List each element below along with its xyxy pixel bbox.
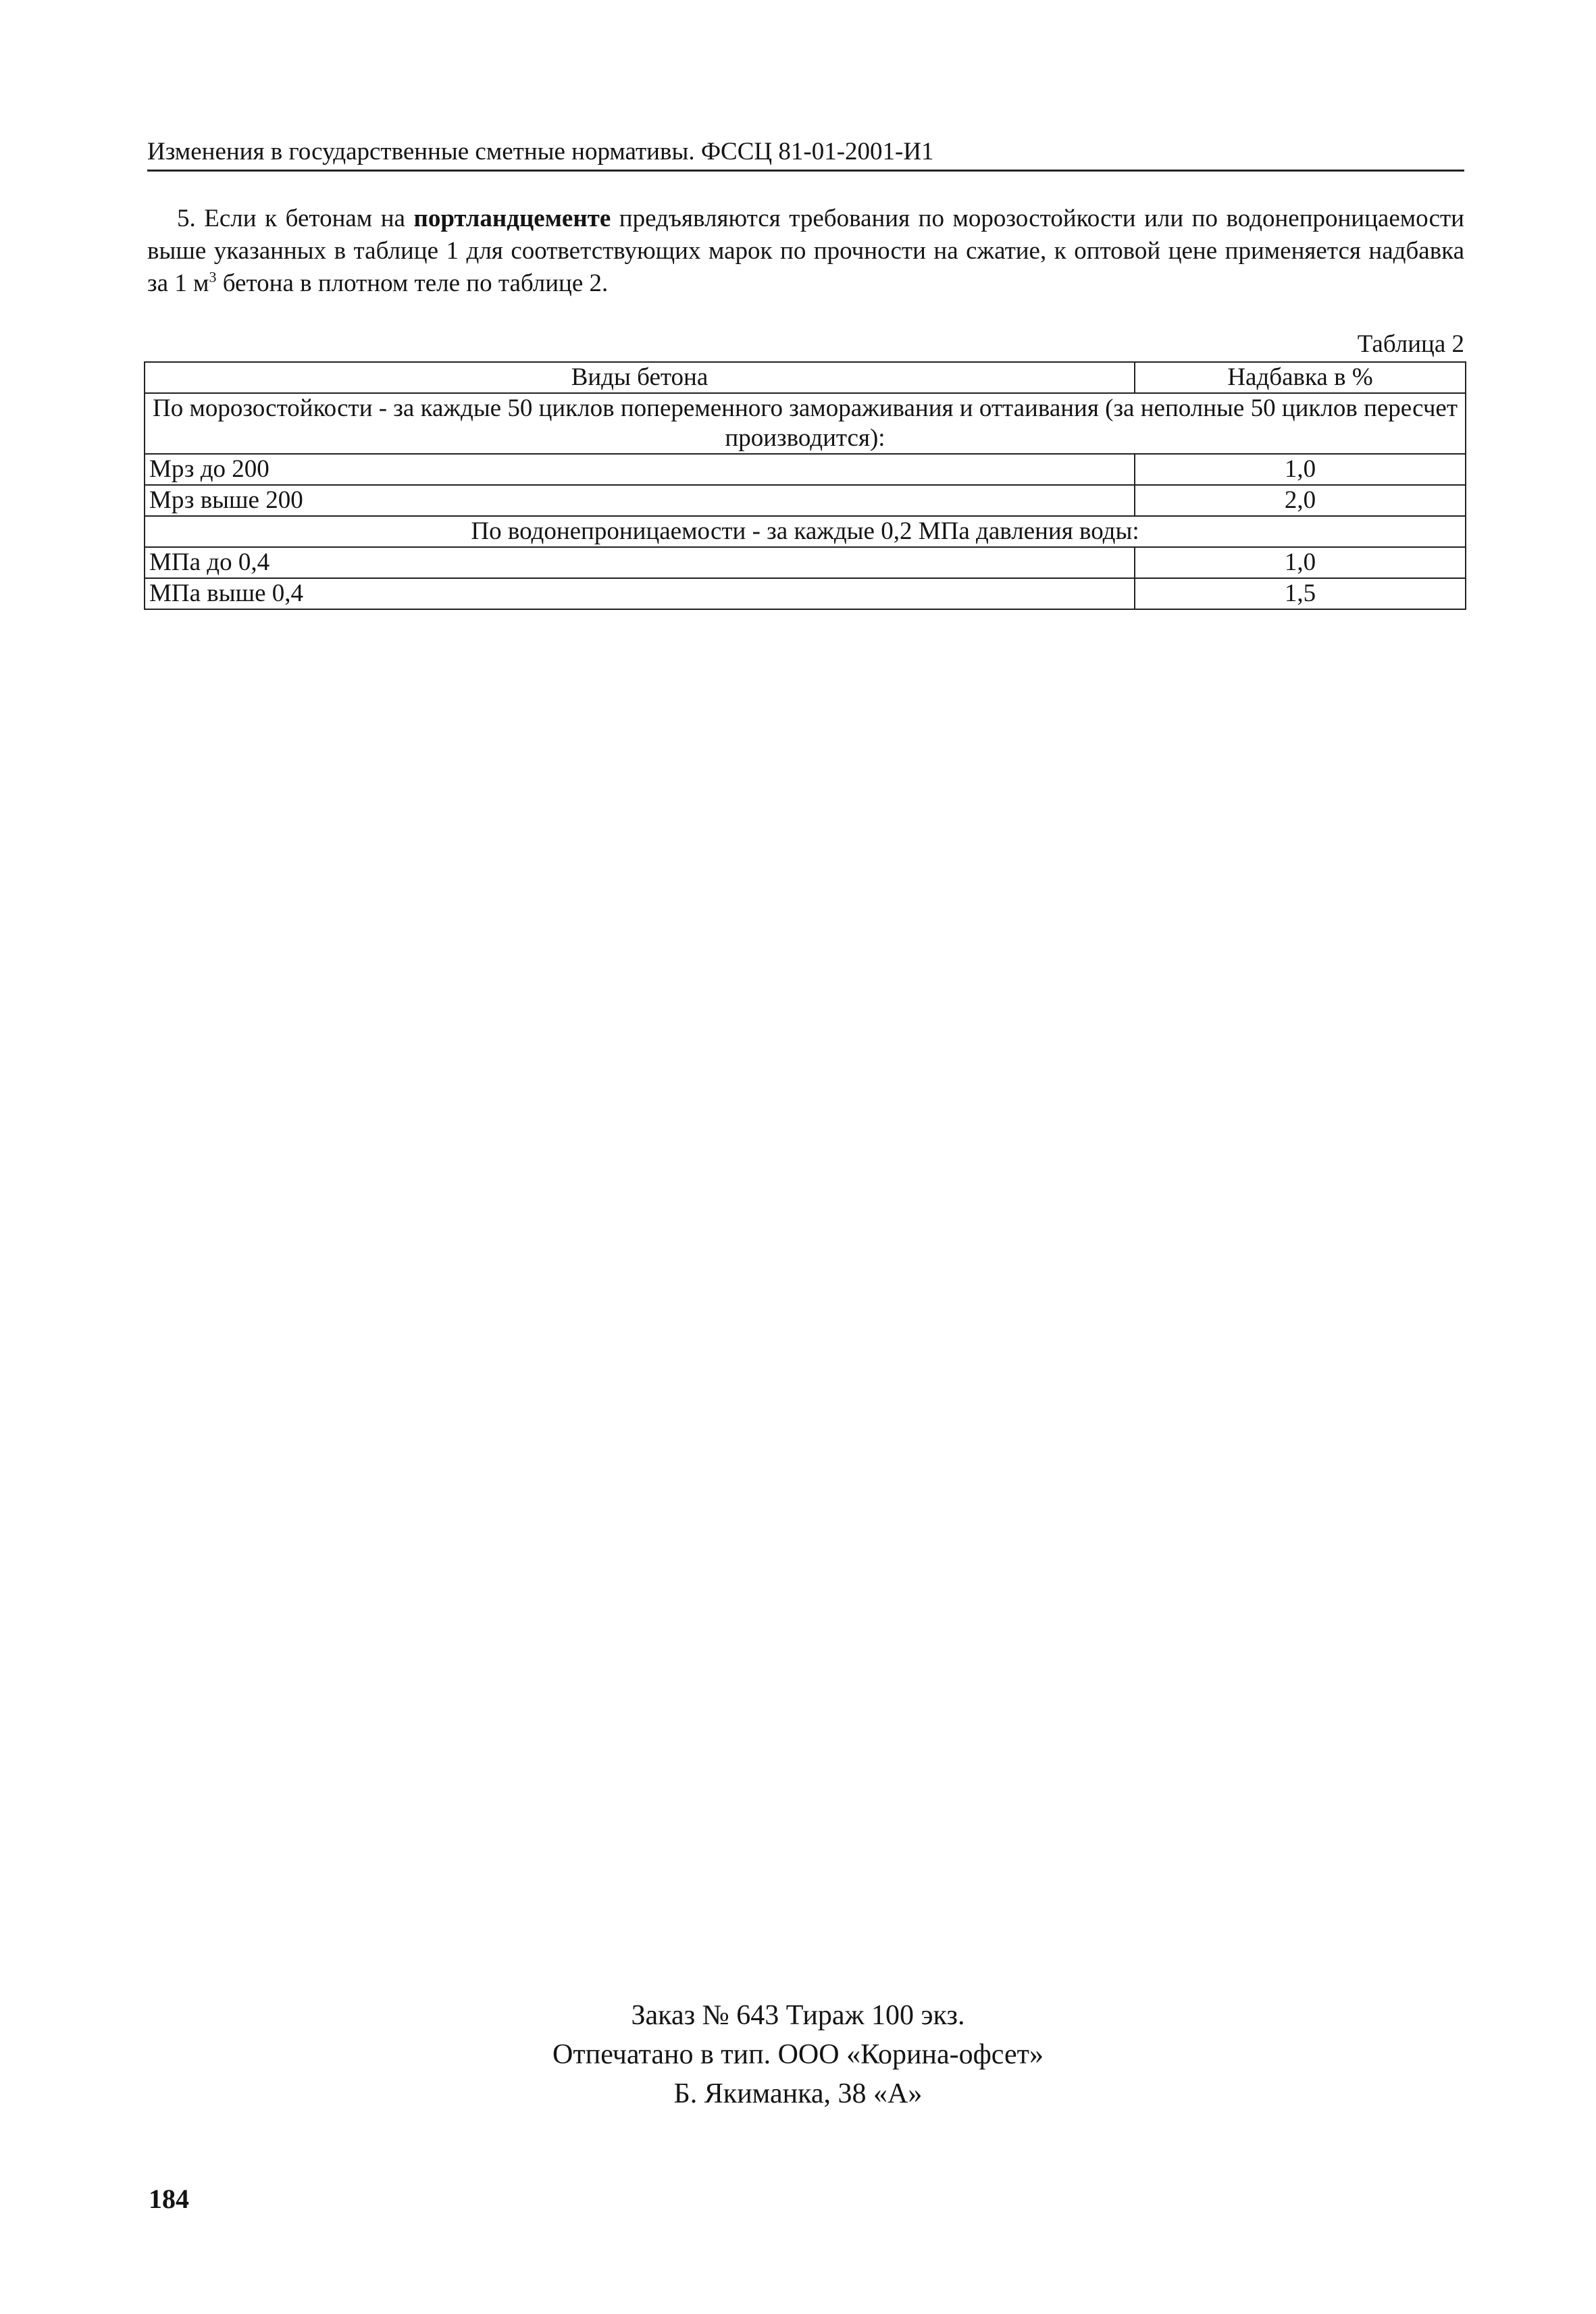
row-value: 1,5	[1135, 578, 1466, 609]
surcharge-table	[144, 361, 1466, 610]
header-surcharge: Надбавка в %	[1135, 362, 1466, 393]
table-row	[145, 578, 1466, 609]
paragraph-bold-term: портландцементе	[413, 205, 611, 232]
header-concrete-type: Виды бетона	[145, 362, 1135, 393]
row-name: Мрз выше 200	[145, 485, 1135, 516]
row-value: 2,0	[1135, 485, 1466, 516]
printer-line: Отпечатано в тип. ООО «Корина-офсет»	[552, 2039, 1044, 2070]
table-row	[145, 485, 1466, 516]
row-name: Мрз до 200	[145, 454, 1135, 485]
section-row	[145, 393, 1466, 454]
unit-superscript: 3	[209, 268, 217, 286]
section-row	[145, 516, 1466, 547]
section-title-water: По водонепроницаемости - за каждые 0,2 МПа давления воды:	[145, 516, 1466, 547]
page-number: 184	[149, 2184, 189, 2214]
row-name: МПа выше 0,4	[145, 578, 1135, 609]
table-row	[145, 547, 1466, 578]
running-header: Изменения в государственные сметные нормативы. ФССЦ 81-01-2001-И1	[147, 137, 1464, 172]
paragraph-text-start: 5. Если к бетонам на	[177, 205, 414, 232]
table-row	[145, 454, 1466, 485]
paragraph-5	[147, 203, 1464, 300]
row-value: 1,0	[1135, 547, 1466, 578]
table-caption: Таблица 2	[1357, 330, 1464, 358]
order-line: Заказ № 643 Тираж 100 экз.	[631, 2000, 965, 2031]
address-line: Б. Якиманка, 38 «А»	[673, 2078, 923, 2109]
paragraph-text-end: бетона в плотном теле по таблице 2.	[216, 269, 609, 297]
table-header-row	[145, 362, 1466, 393]
section-title-frost: По морозостойкости - за каждые 50 циклов попеременного замораживания и оттаивания (за неполные 50 циклов пересчет производится):	[145, 393, 1466, 454]
print-imprint	[0, 1996, 1596, 2113]
row-value: 1,0	[1135, 454, 1466, 485]
row-name: МПа до 0,4	[145, 547, 1135, 578]
paragraph-text-middle: предъявляются требования по морозостойкости или по водонепроницаемости выше указанных в таблице 1 для соответствующих марок по прочности на сжатие, к оптовой цене применяется надбавка за 1 м	[147, 205, 1464, 297]
